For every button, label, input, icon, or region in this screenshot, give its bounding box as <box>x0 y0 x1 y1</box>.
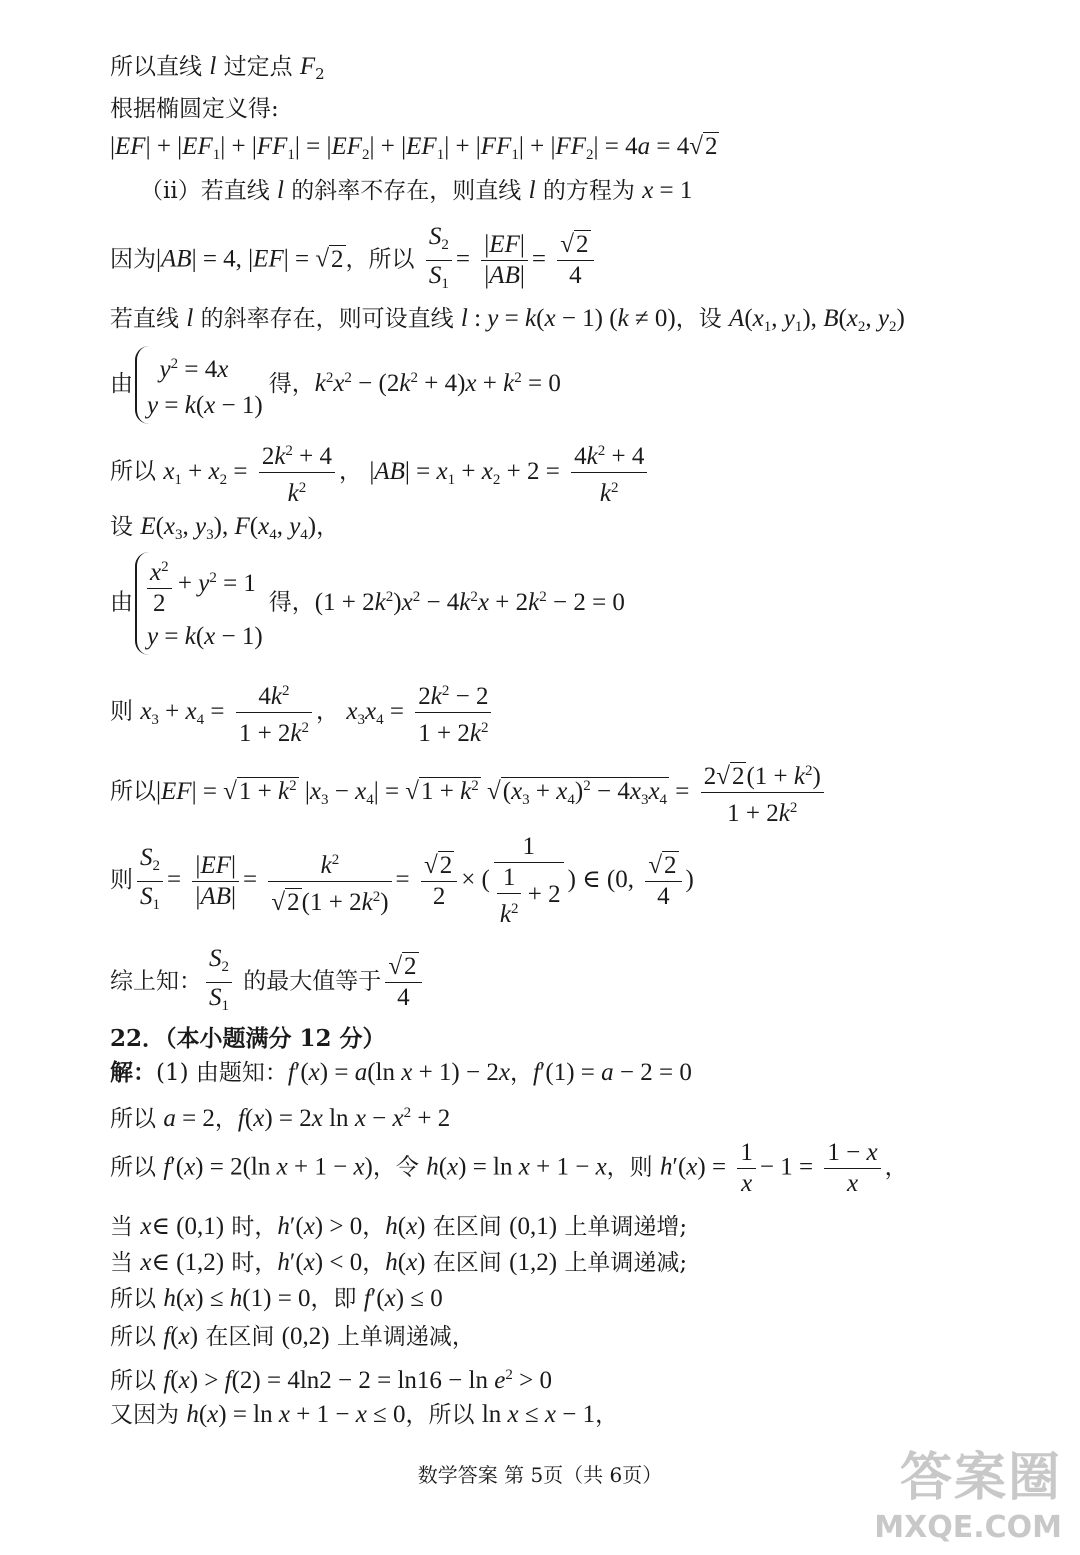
answer-line: 由 $y^2 = 4x$ y = k(x − 1) 得，$k^2x^2 - (2k^2 + 4)x + k^2 = 0$ <box>110 346 561 424</box>
answer-line: $|EF| + |EF_1| + |FF_1| = |EF_2| + |EF_1| + |FF_1| + |FF_2| = 4a = 4√2$ <box>110 133 718 163</box>
answer-line: 所以 $f(x) > f(2) = 4\ln 2 - 2 = \ln 16 - \ln e^2 > 0$ <box>110 1367 552 1394</box>
answer-line: 所以 $x_1 + x_2$ = $\frac{2k^2 + 4}{k^2}$ ， $|AB| = x_1 + x_2 + 2$ = $\frac{4k^2 + 4}{k^2}$ <box>110 436 651 509</box>
answer-line: 由 $\frac{x^2}{2}$ + $y^2 = 1$ y = k(x − 1) 得，$(1 + 2k^2)x^2 - 4k^2x + 2k^2 - 2 = 0$ <box>110 552 625 655</box>
section-heading: 22．（本小题满分 12 分） <box>110 1025 386 1052</box>
answer-line: 设 $E(x_3$, $y_3$), $F(x_4$, $y_4$)， <box>110 513 340 543</box>
answer-line: （ii）若直线 l 的斜率不存在，则直线 l 的方程为 x = 1 <box>140 177 693 204</box>
answer-line: 则 $\frac{S_2}{S_1}$ = $\frac{|EF|}{|AB|}$ = $\frac{k^2}{√2(1 + 2k^2)}$ = $\frac{√2}{2}$ × ( 1 $\frac{1}{k^2}$ + 2 ) ∈ (0, $\frac{√2}{4}$ ) <box>110 833 694 928</box>
answer-line: 所以$|EF| = √1 + k^2$ $|x_3 - x_4| = √1 + k^2$ $√(x_3 + x_4)^2 - 4x_3x_4$ = $\frac{2√2(1 + k^2)}{1 + 2k^2}$ <box>110 756 828 829</box>
answer-line: 所以直线 l 过定点 $F_2$ <box>110 53 325 83</box>
watermark <box>874 1435 1062 1545</box>
answer-line: 解：(1) 由题知：f′(x) = a(ln x + 1) − 2x，f′(1) = a − 2 = 0 <box>110 1059 692 1086</box>
answer-line: 所以 f(x) 在区间 (0,2) 上单调递减， <box>110 1323 475 1350</box>
watermark-title: 答案圈 <box>899 1448 1062 1508</box>
answer-line: 当 x∈ (0,1) 时，h′(x) > 0，h(x) 在区间 (0,1) 上单调递增; <box>110 1213 688 1240</box>
answer-line: 又因为 h(x) = ln x + 1 − x ≤ 0，所以 ln x ≤ x − 1， <box>110 1401 619 1428</box>
answer-line: 若直线 l 的斜率存在，则可设直线 l : y = k(x − 1) (k ≠ 0)，设 $A(x_1$, $y_1$), $B(x_2$, $y_2$) <box>110 305 905 335</box>
answer-line: 则 $x_3 + x_4$ = $\frac{4k^2}{1 + 2k^2}$ ， $x_3x_4$ = $\frac{2k^2 - 2}{1 + 2k^2}$ <box>110 676 495 749</box>
answer-line: 因为|AB| = 4, |EF| = √2，所以 $\frac{S_2}{S_1}$ = $\frac{|EF|}{|AB|}$ = $\frac{√2}{4}$ <box>110 222 598 299</box>
answer-line: 所以 f′(x) = 2(ln x + 1 − x)，令 h(x) = ln x + 1 − x，则 h′(x) = $\frac{1}{x}$ − 1 = $\frac{1 - x}{x}$ ， <box>110 1139 908 1197</box>
answer-line: 所以 a = 2，f(x) = 2x $\ln x - x^2 + 2$ <box>110 1105 451 1132</box>
answer-line: 综上知： $\frac{S_2}{S_1}$ 的最大值等于 $\frac{√2}{4}$ <box>110 944 426 1021</box>
answer-line: 当 x∈ (1,2) 时，h′(x) < 0，h(x) 在区间 (1,2) 上单调递减; <box>110 1249 688 1276</box>
answer-line: 根据椭圆定义得: <box>110 96 279 122</box>
watermark-site: MXQE.COM <box>874 1510 1062 1545</box>
page-footer: 数学答案 第 5页（共 6页） <box>417 1463 663 1487</box>
answer-line: 所以 h(x) ≤ h(1) = 0，即 f′(x) ≤ 0 <box>110 1285 443 1312</box>
